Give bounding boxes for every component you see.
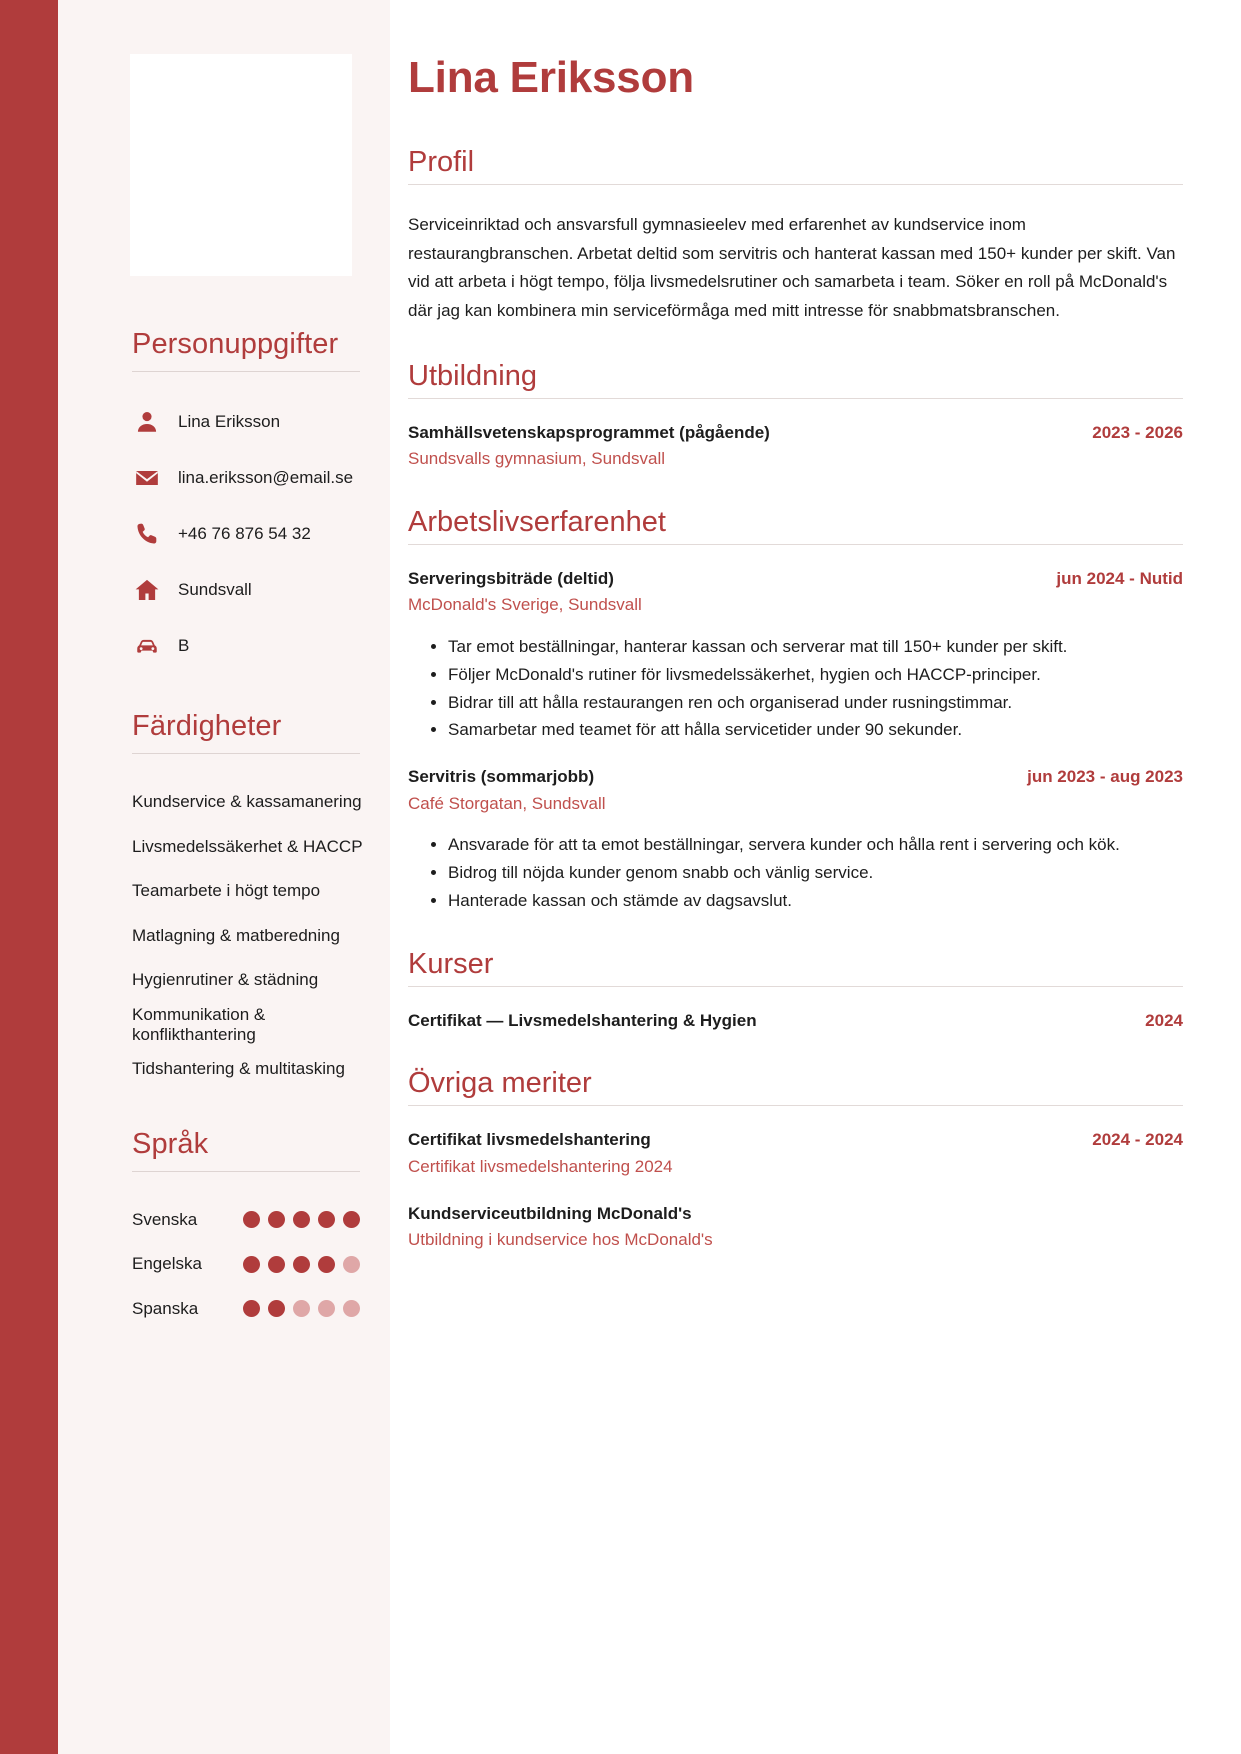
level-dot (293, 1300, 310, 1317)
language-name: Svenska (132, 1209, 198, 1229)
contact-value-name: Lina Eriksson (178, 411, 281, 431)
language-name: Spanska (132, 1298, 199, 1318)
skill-item: Livsmedelssäkerhet & HACCP (132, 836, 363, 856)
merit-entry (408, 1202, 1183, 1253)
level-dot (318, 1256, 335, 1273)
course-entry (408, 1009, 1183, 1034)
contact-list (74, 394, 364, 674)
level-dot (293, 1256, 310, 1273)
language-level-dots (243, 1256, 360, 1273)
merit-entry (408, 1128, 1183, 1179)
education-institution: Sundsvalls gymnasium, Sundsvall (408, 449, 666, 469)
level-dot (293, 1211, 310, 1228)
contact-value-phone: +46 76 876 54 32 (178, 523, 311, 543)
course-date: 2024 (1145, 1010, 1183, 1030)
level-dot (243, 1300, 260, 1317)
contact-row-email[interactable] (132, 450, 364, 506)
divider (132, 371, 360, 372)
experience-section (408, 506, 1183, 914)
skill-item: Kommunikation & konflikthantering (132, 1004, 266, 1044)
page-title: Lina Eriksson (408, 53, 694, 102)
other-merits-heading: Övriga meriter (408, 1067, 592, 1100)
experience-date: jun 2023 - aug 2023 (1027, 767, 1183, 787)
profile-photo-placeholder (130, 54, 352, 276)
education-title: Samhällsvetenskapsprogrammet (pågående) (408, 422, 770, 442)
merit-title: Certifikat livsmedelshantering (408, 1130, 651, 1150)
experience-title: Serveringsbiträde (deltid) (408, 568, 614, 588)
level-dot (343, 1256, 360, 1273)
skills-heading: Färdigheter (132, 710, 282, 742)
skill-item: Tidshantering & multitasking (132, 1059, 345, 1079)
language-level-dots (243, 1211, 360, 1228)
level-dot (343, 1300, 360, 1317)
skills-list (74, 780, 364, 1092)
divider (408, 544, 1183, 545)
level-dot (268, 1211, 285, 1228)
person-icon (132, 409, 162, 435)
personal-details-heading: Personuppgifter (132, 328, 339, 360)
divider (408, 1105, 1183, 1106)
other-merits-section (408, 1067, 1183, 1252)
divider (132, 753, 360, 754)
level-dot (343, 1211, 360, 1228)
phone-icon (132, 521, 162, 547)
level-dot (318, 1300, 335, 1317)
merit-description: Utbildning i kundservice hos McDonald's (408, 1230, 713, 1250)
experience-entry (408, 765, 1183, 914)
courses-heading: Kurser (408, 947, 494, 980)
merit-description: Certifikat livsmedelshantering 2024 (408, 1157, 673, 1177)
merit-date: 2024 - 2024 (1092, 1130, 1183, 1150)
bullet-item: • Bidrar till att hålla restaurangen ren och organiserad under rusningstimmar. (448, 690, 1183, 716)
skill-item: Hygienrutiner & städning (132, 970, 319, 990)
home-icon (132, 577, 162, 603)
personal-details-section (74, 328, 364, 361)
course-title: Certifikat — Livsmedelshantering & Hygien (408, 1010, 757, 1030)
contact-row-location (132, 562, 364, 618)
language-row (132, 1242, 360, 1287)
education-date: 2023 - 2026 (1092, 422, 1183, 442)
education-heading: Utbildning (408, 359, 537, 392)
bullet-item: • Samarbetar med teamet för att hålla servicetider under 90 sekunder. (448, 717, 1183, 743)
accent-stripe (0, 0, 58, 1754)
experience-date: jun 2024 - Nutid (1056, 568, 1183, 588)
bullet-item: • Bidrog till nöjda kunder genom snabb och vänlig service. (448, 860, 1183, 886)
language-level-dots (243, 1300, 360, 1317)
main-content (390, 0, 1241, 1754)
experience-entry (408, 567, 1183, 743)
merit-title: Kundserviceutbildning McDonald's (408, 1203, 692, 1223)
level-dot (268, 1300, 285, 1317)
experience-title: Servitris (sommarjobb) (408, 767, 595, 787)
sidebar (58, 0, 390, 1754)
experience-bullets (408, 634, 1183, 743)
contact-value-email: lina.eriksson@email.se (178, 467, 354, 487)
envelope-icon (132, 465, 162, 491)
language-row (132, 1287, 360, 1332)
contact-row-license (132, 618, 364, 674)
contact-row-name (132, 394, 364, 450)
languages-section (74, 1128, 364, 1161)
experience-heading: Arbetslivserfarenhet (408, 505, 666, 538)
courses-section (408, 948, 1183, 1034)
experience-employer: Café Storgatan, Sundsvall (408, 793, 606, 813)
divider (408, 986, 1183, 987)
bullet-item: • Tar emot beställningar, hanterar kassan och serverar mat till 150+ kunder per skift. (448, 634, 1183, 660)
divider (132, 1171, 360, 1172)
divider (408, 184, 1183, 185)
language-row (132, 1198, 360, 1243)
languages-heading: Språk (132, 1127, 209, 1160)
contact-row-phone[interactable] (132, 506, 364, 562)
skill-item: Matlagning & matberedning (132, 925, 340, 945)
education-section (408, 360, 1183, 472)
experience-bullets (408, 832, 1183, 913)
language-name: Engelska (132, 1254, 202, 1274)
skills-section (74, 710, 364, 743)
level-dot (268, 1256, 285, 1273)
car-icon (132, 633, 162, 659)
experience-employer: McDonald's Sverige, Sundsvall (408, 595, 642, 615)
skill-item: Kundservice & kassamanering (132, 792, 362, 812)
contact-value-location: Sundsvall (178, 579, 252, 599)
languages-list (74, 1198, 364, 1332)
education-entry (408, 421, 1183, 472)
profile-text: Serviceinriktad och ansvarsfull gymnasieelev med erfarenhet av kundservice inom restaurangbranschen. Arbetat deltid som servitris och hanterat kassan med 150+ kunder per skift. Van vid att arbeta i högt tempo, följa livsmedelsrutiner och samarbeta i team. Söker en roll på McDonald's där jag kan kombinera min serviceförmåga med mitt intresse för snabbmatsbranschen. (408, 215, 1176, 321)
bullet-item: • Följer McDonald's rutiner för livsmedelssäkerhet, hygien och HACCP-principer. (448, 662, 1183, 688)
skill-item: Teamarbete i högt tempo (132, 881, 321, 901)
level-dot (318, 1211, 335, 1228)
level-dot (243, 1211, 260, 1228)
divider (408, 398, 1183, 399)
contact-value-license: B (178, 635, 190, 655)
profile-heading: Profil (408, 146, 475, 179)
bullet-item: • Ansvarade för att ta emot beställningar, servera kunder och hålla rent i servering och kök. (448, 832, 1183, 858)
profile-section (408, 146, 1183, 325)
bullet-item: • Hanterade kassan och stämde av dagsavslut. (448, 888, 1183, 914)
level-dot (243, 1256, 260, 1273)
